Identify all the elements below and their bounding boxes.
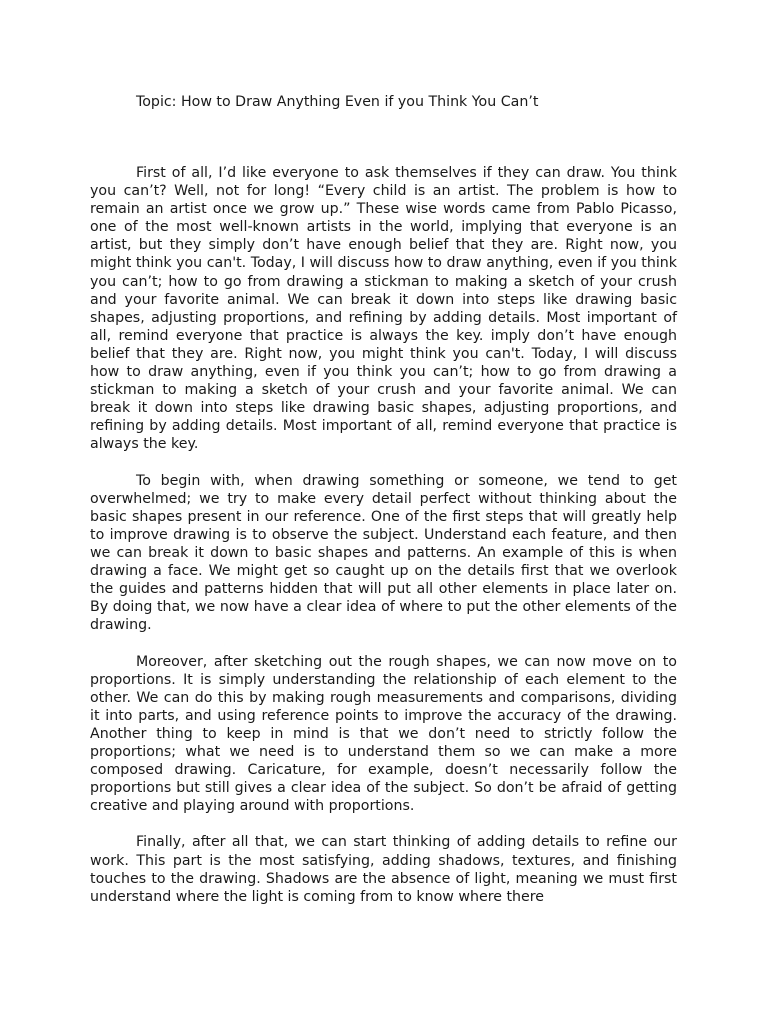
paragraph-details: Finally, after all that, we can start thinking of adding details to refine our work. This part is the most satisfying, adding shadows, textures, and finishing touches to the drawing. Shadows are the absence of light, meaning we must first understand where the light is coming from to know where there [90, 834, 677, 905]
document-topic-heading: Topic: How to Draw Anything Even if you Think You Can’t [136, 94, 539, 110]
document-body [90, 164, 677, 924]
paragraph-basic-shapes: To begin with, when drawing something or someone, we tend to get overwhelmed; we try to make every detail perfect without thinking about the basic shapes present in our reference. One of the first steps that will greatly help to improve drawing is to observe the subject. Understand each feature, and then we can break it down to basic shapes and patterns. An example of this is when drawing a face. We might get so caught up on the details first that we overlook the guides and patterns hidden that will put all other elements in place later on. By doing that, we now have a clear idea of where to put the other elements of the drawing. [90, 472, 677, 634]
paragraph-introduction: First of all, I’d like everyone to ask themselves if they can draw. You think you can’t? Well, not for long! “Every child is an artist. The problem is how to remain an artist once we grow up.” These wise words came from Pablo Picasso, one of the most well-known artists in the world, implying that everyone is an artist, but they simply don’t have enough belief that they are. Right now, you might think you can't. Today, I will discuss how to draw anything, even if you think you can’t; how to go from drawing a stickman to making a sketch of your crush and your favorite animal. We can break it down into steps like drawing basic shapes, adjusting proportions, and refining by adding details. Most important of all, remind everyone that practice is always the key. imply don’t have enough belief that they are. Right now, you might think you can't. Today, I will discuss how to draw anything, even if you think you can’t; how to go from drawing a stickman to making a sketch of your crush and your favorite animal. We can break it down into steps like drawing basic shapes, adjusting proportions, and refining by adding details. Most important of all, remind everyone that practice is always the key. [90, 165, 677, 453]
paragraph-proportions: Moreover, after sketching out the rough shapes, we can now move on to proportions. It is simply understanding the relationship of each element to the other. We can do this by making rough measurements and comparisons, dividing it into parts, and using reference points to improve the accuracy of the drawing. Another thing to keep in mind is that we don’t need to strictly follow the proportions; what we need is to understand them so we can make a more composed drawing. Caricature, for example, doesn’t necessarily follow the proportions but still gives a clear idea of the subject. So don’t be afraid of getting creative and playing around with proportions. [90, 653, 677, 815]
